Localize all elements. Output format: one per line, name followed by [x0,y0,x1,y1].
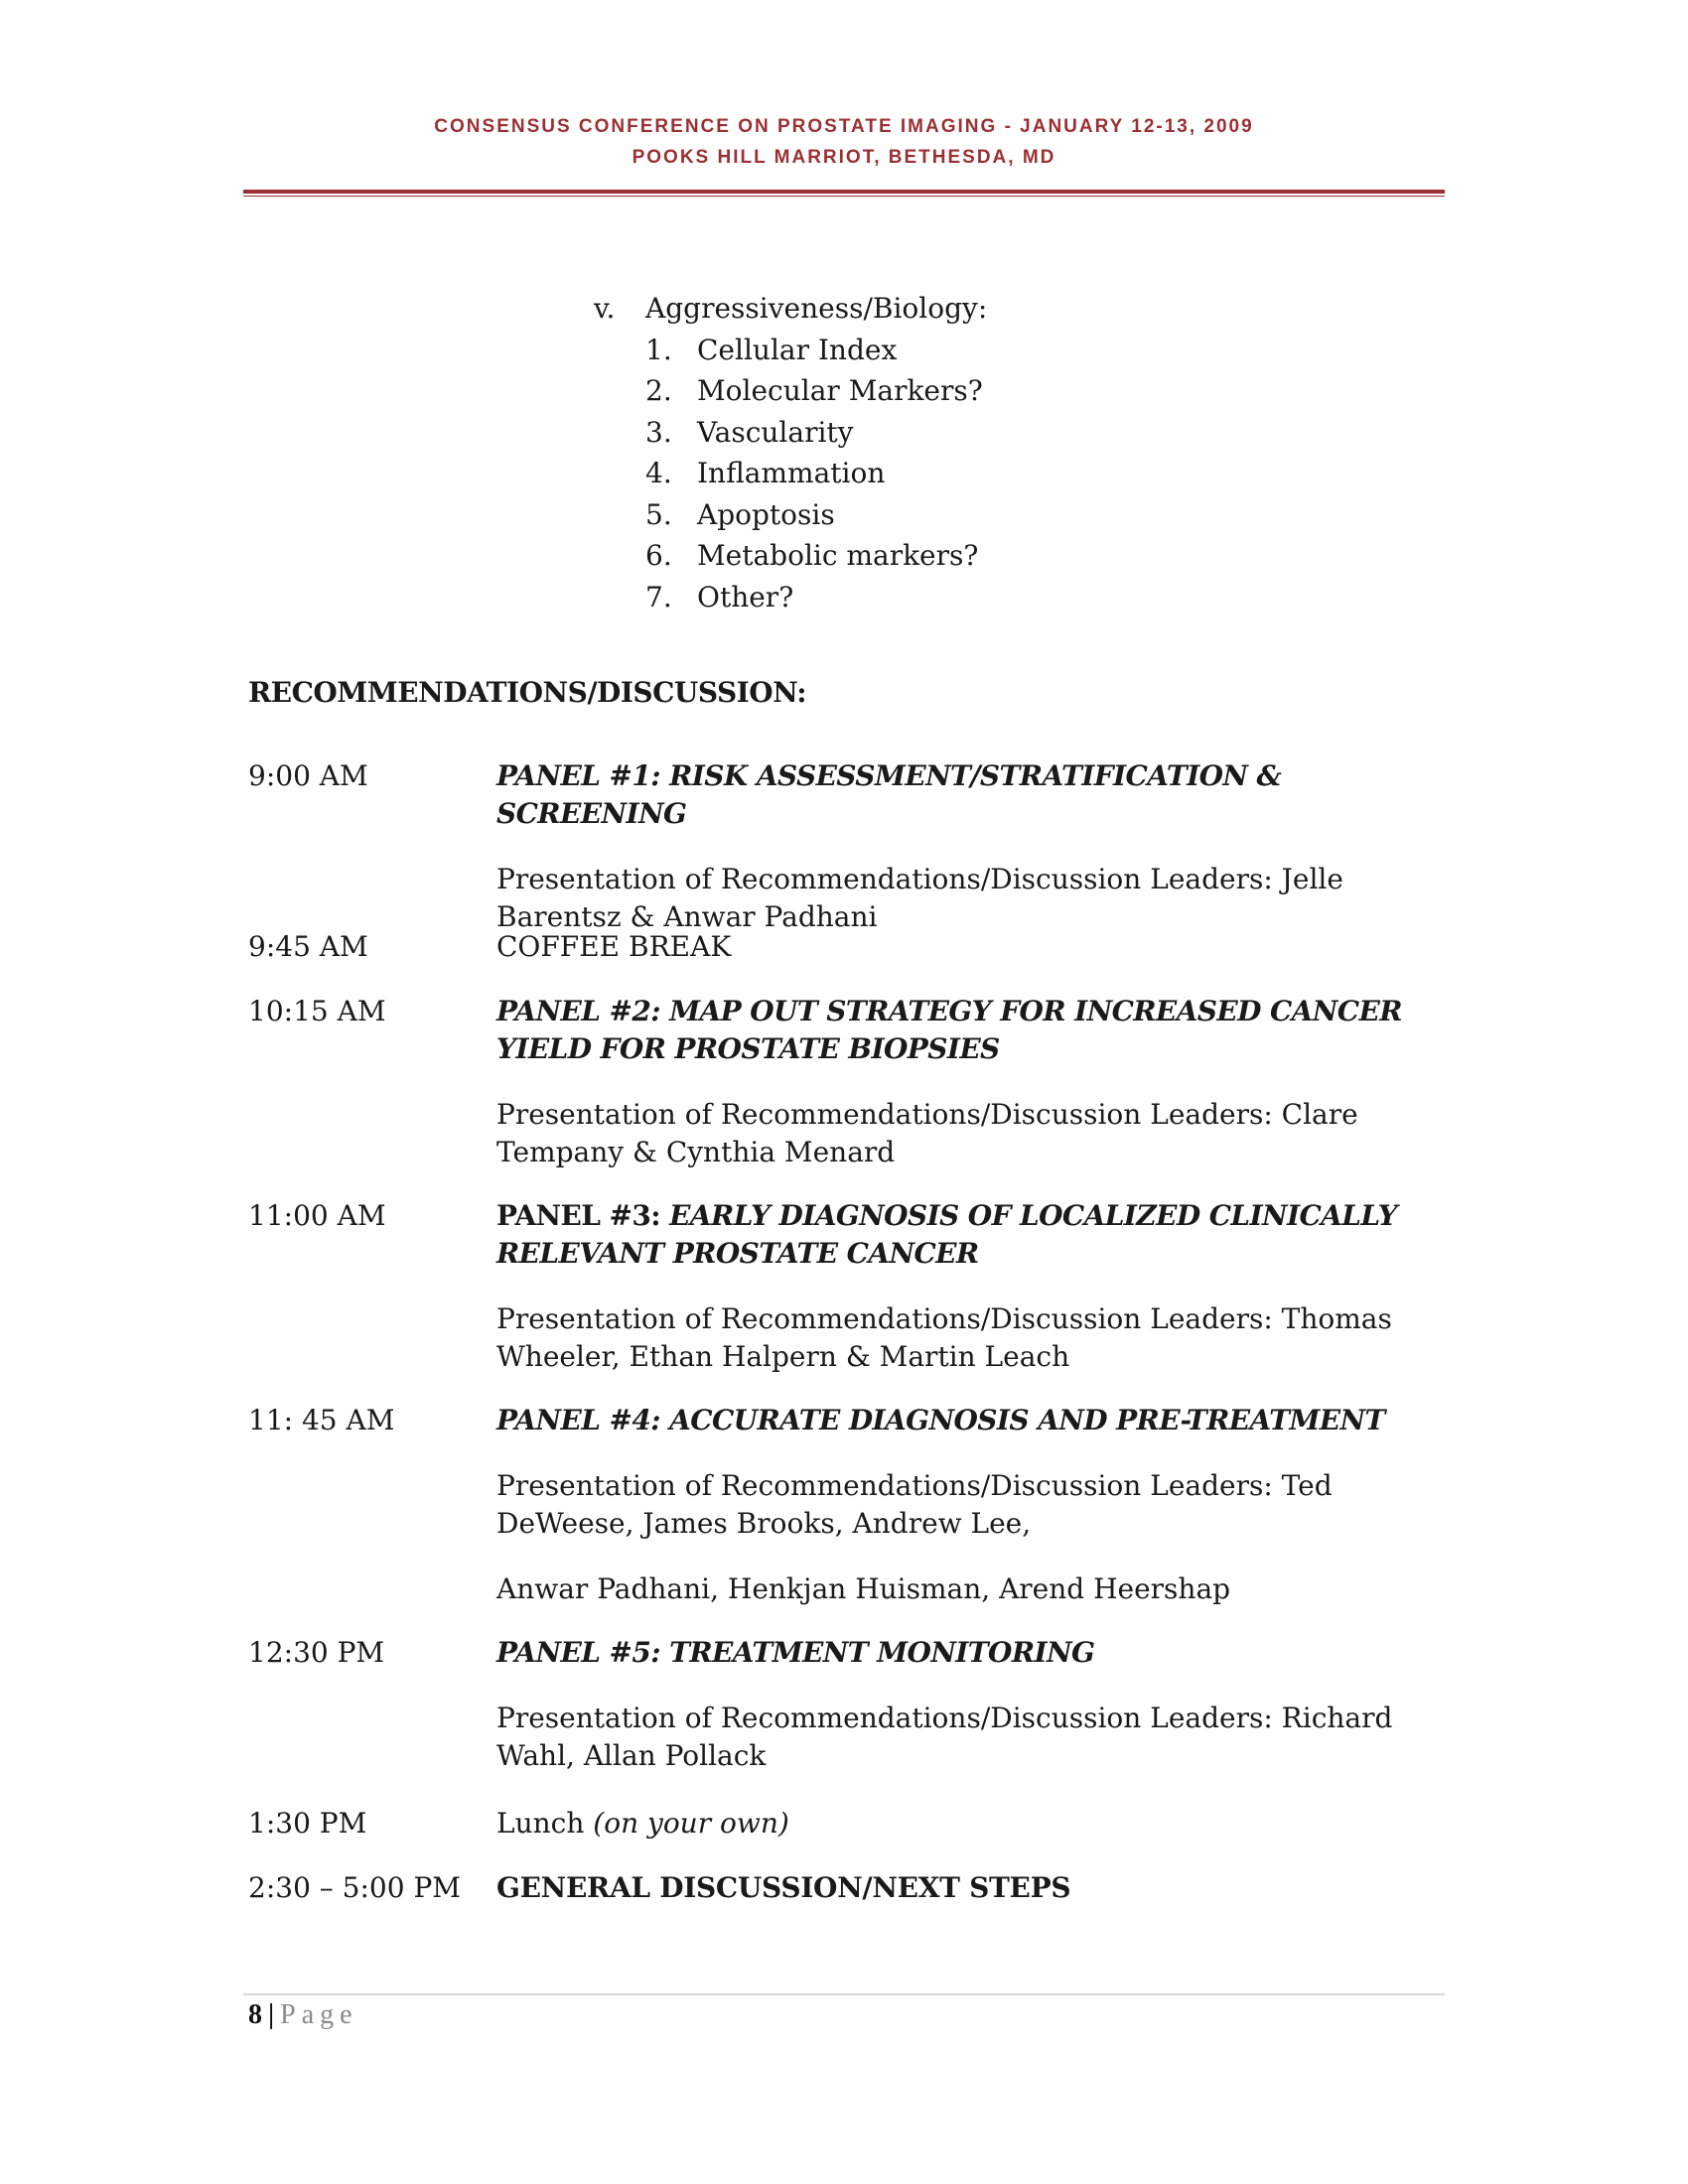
item-text: Vascularity [697,415,854,449]
agenda-body [496,993,1450,1171]
panel-title-rest: EARLY DIAGNOSIS OF LOCALIZED CLINICALLY RELEVANT PROSTATE CANCER [496,1199,1398,1270]
list-label: Aggressiveness/Biology: [645,292,988,325]
panel-leaders: Presentation of Recommendations/Discussion Leaders: Clare Tempany & Cynthia Menard [496,1098,1358,1168]
item-number: 2. [645,374,672,407]
item-text: Other? [697,580,794,614]
item-number: 7. [645,580,672,614]
list-item [645,453,987,494]
agenda-time: 9:00 AM [248,759,368,792]
panel-title: PANEL #2: MAP OUT STRATEGY FOR INCREASED CANCER YIELD FOR PROSTATE BIOPSIES [496,995,1402,1065]
agenda-time: 2:30 – 5:00 PM [248,1871,461,1904]
biology-sublist [645,330,987,618]
page-footer [248,1999,358,2031]
panel-leaders: Presentation of Recommendations/Discussion Leaders: Richard Wahl, Allan Pollack [496,1702,1393,1772]
agenda-text [496,1805,1450,1843]
item-number: 3. [645,415,672,449]
agenda-body [496,1805,1450,1843]
agenda-text: COFFEE BREAK [496,930,732,963]
panel-leaders: Presentation of Recommendations/Discussion Leaders: Thomas Wheeler, Ethan Halpern & Martin Leach [496,1302,1392,1373]
panel-leaders: Presentation of Recommendations/Discussion Leaders: Jelle Barentsz & Anwar Padhani [496,863,1343,933]
recommendations-heading: RECOMMENDATIONS/DISCUSSION: [248,676,807,709]
header-line-1: CONSENSUS CONFERENCE ON PROSTATE IMAGING - JANUARY 12-13, 2009 [434,116,1254,137]
list-item [645,577,987,618]
page-number: 8 [248,1999,262,2030]
agenda-time: 11: 45 AM [248,1404,395,1436]
agenda-bold-text: GENERAL DISCUSSION/NEXT STEPS [496,1871,1071,1904]
biology-list-heading [594,288,987,330]
list-numeral: v. [594,292,616,325]
lunch-note: (on your own) [593,1807,789,1840]
agenda-body [496,1869,1450,1907]
agenda-body [496,1197,1450,1376]
header-rule-thin [243,196,1445,197]
item-number: 5. [645,497,672,531]
list-item [645,330,987,371]
list-item [645,370,987,412]
biology-list [594,288,987,617]
agenda-body [496,1634,1450,1775]
footer-rule [243,1993,1445,1995]
item-number: 6. [645,539,672,572]
list-item [645,535,987,577]
item-text: Metabolic markers? [697,539,979,572]
agenda-body [496,757,1450,936]
panel-leaders: Presentation of Recommendations/Discussion Leaders: Ted DeWeese, James Brooks, Andrew Lee, [496,1469,1333,1540]
agenda-time: 10:15 AM [248,995,386,1027]
footer-separator: | [268,1999,275,2030]
item-text: Molecular Markers? [697,374,983,407]
running-header [0,111,1688,173]
header-rule-thick [243,190,1445,194]
panel-title: PANEL #4: ACCURATE DIAGNOSIS AND PRE-TREATMENT [496,1404,1385,1436]
panel-title: PANEL #5: TREATMENT MONITORING [496,1636,1095,1669]
panel-leaders-continued: Anwar Padhani, Henkjan Huisman, Arend Heershap [496,1572,1231,1605]
panel-title-prefix: PANEL #3: [496,1199,670,1232]
item-text: Cellular Index [697,333,898,366]
agenda-time: 9:45 AM [248,930,368,963]
list-item [645,494,987,536]
item-text: Apoptosis [697,497,835,531]
page-word: Page [280,1999,358,2030]
item-number: 4. [645,457,672,489]
agenda-time: 12:30 PM [248,1636,385,1669]
item-text: Inflammation [697,457,886,489]
item-number: 1. [645,333,672,366]
agenda-body [496,928,1450,966]
agenda-time: 1:30 PM [248,1807,367,1840]
agenda-time: 11:00 AM [248,1199,386,1232]
list-item [645,412,987,454]
lunch-label: Lunch [496,1807,594,1840]
agenda-body [496,1402,1450,1608]
header-line-2: POOKS HILL MARRIOT, BETHESDA, MD [632,147,1056,168]
panel-title [496,1197,1450,1273]
panel-title: PANEL #1: RISK ASSESSMENT/STRATIFICATION & SCREENING [496,759,1282,830]
